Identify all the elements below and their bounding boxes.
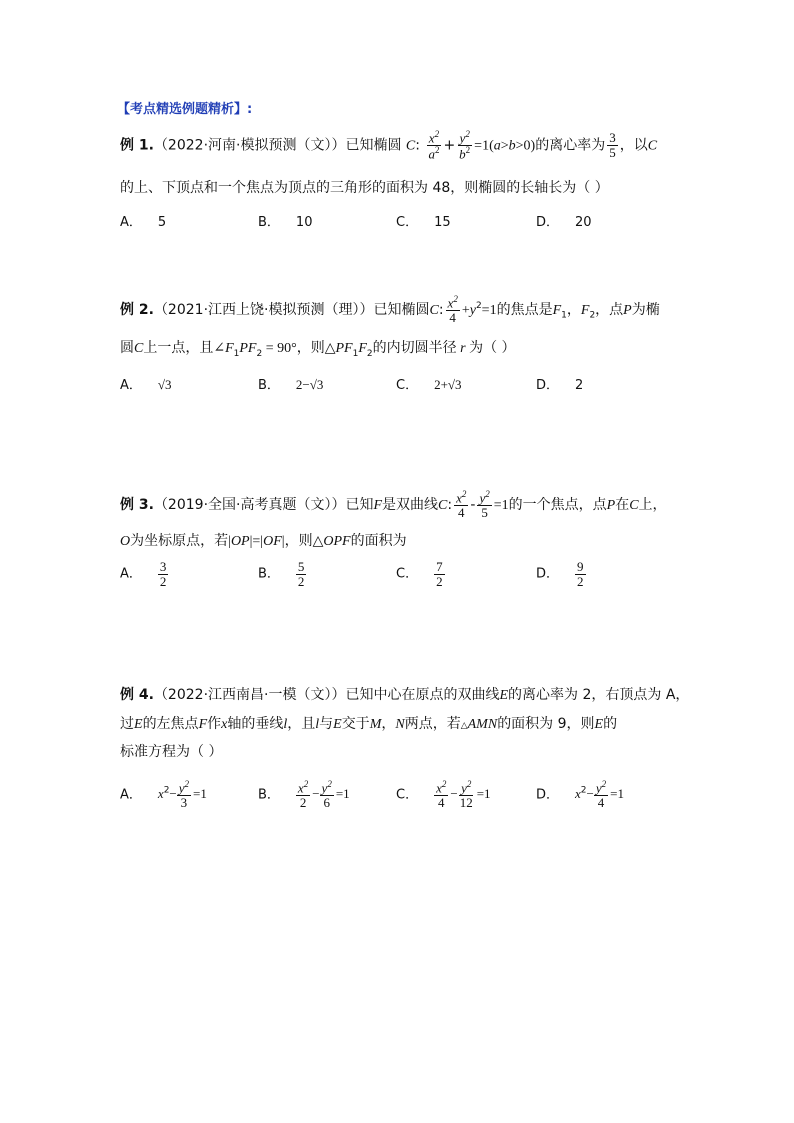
example-3-line-1: 例 3.（2019·全国·高考真题（文））已知F是双曲线C: $\frac{x^2}{4}$ - $\frac{y^2}{5}$ =1的一个焦点，点P在C上， bbox=[120, 489, 667, 520]
example-2-label: 例 2. bbox=[120, 301, 154, 318]
example-1-line-1: 例 1.（2022·河南·模拟预测（文））已知椭圆 C: $\frac{x^2}{a^2}$ + $\frac{y^2}{b^2}$ =1(a>b>0)的离心率为 $\frac{3}{5}$ ，以C bbox=[120, 129, 658, 162]
example-4-line-3: 标准方程为（ ） bbox=[120, 744, 223, 760]
example-4-option-b[interactable]: B． $\frac{x^2}{2}$ − $\frac{y^2}{6}$ =1 bbox=[258, 779, 350, 810]
example-2-line-2: 圆C上一点，且$\angle F_1PF_2 = 90^\circ$，则$\triangle PF_1F_2$的内切圆半径 r 为（ ） bbox=[120, 340, 516, 359]
example-2-option-a[interactable]: A． √3 bbox=[120, 377, 172, 393]
example-1-mid: 的离心率为 bbox=[535, 137, 606, 154]
example-2-option-b[interactable]: B． 2−√3 bbox=[258, 377, 324, 393]
example-3-option-d[interactable]: D． $\frac{9}{2}$ bbox=[536, 559, 584, 589]
example-3-option-b[interactable]: B． $\frac{5}{2}$ bbox=[258, 559, 305, 589]
example-3-source: （2019·全国·高考真题（文））已知 bbox=[153, 496, 374, 513]
example-1-end: ，以 bbox=[619, 137, 648, 154]
example-2-line-1: 例 2.（2021·江西上饶·模拟预测（理））已知椭圆C: $\frac{x^2}{4}$ $+y^2=1$的焦点是$F_1$，$F_2$，点P为椭 bbox=[120, 294, 660, 325]
example-1-option-d[interactable]: D． 20 bbox=[536, 215, 592, 230]
example-3-line-2: O为坐标原点，若|OP|=|OF|，则△OPF的面积为 bbox=[120, 533, 407, 549]
example-3-option-c[interactable]: C． $\frac{7}{2}$ bbox=[396, 559, 443, 589]
section-heading: 【考点精选例题精析】: bbox=[117, 102, 253, 117]
example-4-option-d[interactable]: D． $x^2-$ $\frac{y^2}{4}$ =1 bbox=[536, 779, 624, 810]
example-2-source: （2021·江西上饶·模拟预测（理））已知椭圆 bbox=[153, 301, 430, 318]
example-1-option-b[interactable]: B． 10 bbox=[258, 215, 313, 230]
example-3-label: 例 3. bbox=[120, 496, 154, 513]
example-1-label: 例 1. bbox=[120, 137, 154, 154]
example-4-source: （2022·江西南昌·一模（文））已知中心在原点的双曲线 bbox=[153, 687, 500, 703]
example-4-line-1: 例 4.（2022·江西南昌·一模（文））已知中心在原点的双曲线E的离心率为 2，右顶点为 A， bbox=[120, 687, 690, 703]
example-4-label: 例 4. bbox=[120, 687, 154, 703]
example-4-option-c[interactable]: C． $\frac{x^2}{4}$ − $\frac{y^2}{12}$ =1 bbox=[396, 779, 491, 810]
example-2-option-d[interactable]: D． 2 bbox=[536, 378, 584, 393]
example-1-option-a[interactable]: A． 5 bbox=[120, 215, 167, 230]
example-1-option-c[interactable]: C． 15 bbox=[396, 215, 451, 230]
example-1-line-2: 的上、下顶点和一个焦点为顶点的三角形的面积为 48，则椭圆的长轴长为（ ） bbox=[120, 180, 609, 196]
example-4-line-2: 过E的左焦点F作x轴的垂线l，且l与E交于M，N两点，若△AMN的面积为 9，则E的 bbox=[120, 716, 618, 732]
example-1-source: （2022·河南·模拟预测（文））已知椭圆 bbox=[153, 137, 402, 154]
example-4-option-a[interactable]: A． $x^2-$ $\frac{y^2}{3}$ =1 bbox=[120, 779, 207, 810]
example-3-option-a[interactable]: A． $\frac{3}{2}$ bbox=[120, 559, 167, 589]
example-2-option-c[interactable]: C． 2+√3 bbox=[396, 377, 462, 393]
